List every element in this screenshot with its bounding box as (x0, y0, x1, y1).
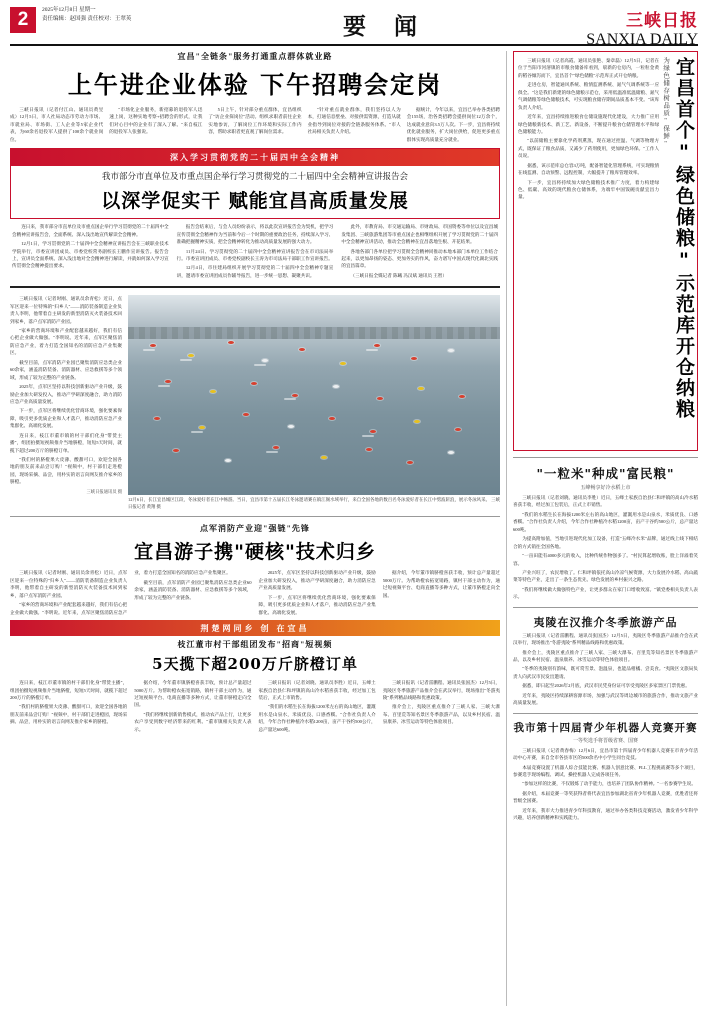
paragraph: 近年来，夷陵区持续深耕客源市场，加强与武汉等周边城市的旅游合作，推动文旅产业高质量发展。 (513, 692, 698, 706)
page-body (10, 51, 698, 1006)
paragraph: 11月24日、学习贯彻党的二十届四中全会精神宣讲报告会在市司法局举行。市委宣讲团成员、市委党校副校长王涛为市司法局干部职工作宣讲报告。 (176, 248, 334, 261)
rice-story (513, 464, 698, 601)
paragraph: 三峡日报讯（记者时刚、通讯员余青松）近日，点军区迎来一位特殊的"归乡人"——消防装备制造企业负责人李明，他带着自主研发的新型消防灭火装备技术回到家乡，落户点军消防产业园。 (10, 296, 122, 324)
divider (10, 516, 500, 517)
paragraph: 据悉，即日起至2026年2月底，武汉市民凭身份证可享受夷陵区多家景区门票优惠。 (522, 683, 690, 689)
publication-date: 2025年12月8日 星期一 (42, 7, 96, 13)
paragraph: 走进仓房，智能通风系统、粮情监测系统、氮气气调系统等一应俱全。"这是我们新建的绿色储粮示范仓，采用低温准低温储粮、氮气气调储粮等绿色储粮技术，可实现粮食储存期间品质基本不变。"该库负责人介绍。 (518, 82, 660, 110)
paper-logo-sub: SANXIA DAILY (586, 31, 698, 48)
paragraph: （三峡日报全媒记者 陈曦 冯汉斌 通讯员 王智） (350, 272, 447, 278)
divider (513, 713, 698, 714)
paragraph: "参加这样的比赛，不仅锻炼了动手能力，也培养了团队协作精神。"一名参赛学生说。 (522, 781, 696, 787)
paragraph: 本届竞赛设置了机器人综合技能比赛、机器人创意比赛、FLL工程挑战赛等多个项目，参赛选手现场编程、调试、操控机器人完成各项任务。 (513, 764, 698, 777)
paragraph: 三峡日报讯（记者雷鹏程、通讯员张国杰）12月5日，夷陵区冬季旅游产品推介会在武汉举行，现场推出"冬游夷陵"系列精品线路和优惠政策。 (382, 680, 500, 700)
lead-headline: 上午进企业体验 下午招聘会定岗 (67, 70, 443, 99)
paragraph: 据介绍，今年董市镇脐橙喜获丰收，预计总产量超过5000万斤。为帮助橙农拓宽销路，镇村干部主动作为，通过短视频平台、电商直播等多种方式，让董市脐橙走向全国。 (382, 570, 500, 598)
paragraph: 为提高附加值，当地引进现代化加工设备，打造"五峰冷水米"品牌，通过线上线下相结合的方式销往全国各地。 (513, 536, 698, 549)
editor-credits: 责任编辑：赵国强 责任校对：王翠英 (42, 16, 132, 23)
robot-contest-story (513, 720, 698, 822)
study-headline: 以深学促实干 赋能宜昌高质量发展 (101, 190, 409, 213)
study-subtitle: 我市部分市直单位及市重点国企举行学习贯彻党的二十届四中全会精神宣讲报告会 (101, 171, 408, 182)
paragraph: 下一步，点军区将继续优化营商环境，强化要素保障，吸引更多优质企业和人才落户，推动消防应急产业集群化、高端化发展。 (10, 408, 122, 429)
paragraph: 据悉，该示范库总仓容3万吨，配备智能化管理系统，可实现粮情在线监测、自动预警、远程控制，大幅提升了粮库管理效率。 (518, 162, 660, 176)
right-column (507, 51, 698, 1006)
paragraph: 12月1日，学习贯彻党的二十届四中全会精神宣讲报告会在三峡职业技术学院举行，市委宣讲团成员、市委党校常务副校长王鹏作宣讲报告。报告会上，宣讲员全面系统、深入浅出地对全会精神进行解读，并就如何深入学习宣传贯彻全会精神提出要求。 (12, 241, 169, 269)
masthead-meta (42, 6, 192, 25)
tech-body (10, 569, 500, 616)
paragraph: "一亩田能有4000多元的收入，比种传统作物强多了。"村民算起增收账，脸上洋溢着笑容。 (513, 553, 698, 566)
section-title: 要 闻 (342, 13, 427, 40)
paragraph: "冬季的夷陵别有韵味，既可赏雪景、泡温泉，也能品柑橘、尝美食。"夷陵区文旅局负责人向武汉市民发出邀请。 (513, 666, 698, 679)
rice-subtitle: 五峰畅享好冷水稻上市 (580, 486, 631, 491)
paragraph: 推介会上，夷陵区重点推介了三峡人家、三峡大瀑布、百里荒等知名景区冬季旅游产品，以及乡村民宿、温泉康养、冰雪运动等特色体验项目。 (382, 704, 500, 725)
paragraph: 12月4日，市住建局组织开展学习贯彻党的二十届四中全会精神专题宣讲，邀请市委宣讲团成员作辅导报告，进一步统一思想、凝聚共识。 (176, 265, 334, 278)
tourism-story (513, 614, 698, 707)
paragraph: "以前储粮主要靠化学药剂熏蒸，现在通过控温、气调等物理方式，既保证了粮食品质，又减少了药剂使用，更加绿色环保。"工作人员说。 (518, 138, 660, 159)
divider (513, 607, 698, 608)
robot-subtitle: 一等奖选手将晋级省赛、国赛 (572, 738, 638, 744)
photo-section (10, 295, 500, 510)
paragraph: 2025年，点军区坚持以科技创新驱动产业升级，鼓励企业加大研发投入，推动产学研深度融合，助力消防应急产业高质量发展。 (258, 570, 376, 591)
paragraph: 连日来，枝江市董市镇的村干部们化身"带货主播"，组团拍摄短视频推介当地脐橙，短短5天时间，就揽下超过200万斤的脐橙订单。 (10, 680, 128, 700)
grain-vertical-headline: 宜昌首个"绿色储粮"示范库开仓纳粮 (673, 57, 695, 420)
photo-credit: 三峡日报通讯员 摄 (86, 488, 122, 494)
masthead-logo-wrap (578, 6, 698, 49)
grain-boxed-story (513, 51, 698, 451)
paragraph: "我们村的脐橙果大皮薄、酸甜可口，欢迎全国各地的朋友前来品尝订购！"视频中，村干部们走进橙园，现场采摘、品尝，用朴实的语言向网友推介家乡的脐橙。 (10, 457, 122, 485)
paragraph: "我们的水稻生长在海拔1200米左右的高山地区，灌溉用水是山泉水，米质优良、口感香糯。"合作社负责人介绍，今年合作社种植冷水稻1200亩，亩产干谷约500公斤，总产量达600吨。 (258, 704, 376, 732)
orange-banner: 荆楚网同乡 创 在宜昌 (10, 620, 500, 636)
robot-headline: 我市第十四届青少年机器人竞赛开赛 (513, 721, 698, 734)
paragraph: 截至目前，点军消防产业园已聚集消防应急类企业60余家，涵盖消防装备、消防器材、应急救援等多个领域，形成了较为完整的产业链条。 (134, 579, 252, 600)
paragraph: 下一步，宜昌将持续加大绿色储粮技术推广力度，着力构建绿色、低碳、高效的现代粮食仓储体系，为端牢中国饭碗贡献宜昌力量。 (518, 179, 660, 200)
left-columns (10, 51, 507, 1006)
paragraph: 近年来，我市大力推进青少年科技教育，通过举办各类科技竞赛活动，激发青少年科学兴趣，培养创新精神和实践能力。 (513, 807, 698, 821)
paragraph: "我们村的脐橙果大皮薄、酸甜可口，欢迎全国各地的朋友前来品尝订购！"视频中，村干部们走进橙园，现场采摘、品尝，用朴实的语言向网友推介家乡的脐橙。 (10, 704, 128, 725)
paper-logo: 三峡日报 (626, 11, 698, 31)
divider (513, 457, 698, 458)
study-banner-block (10, 148, 500, 219)
paragraph: "家乡的营商环境和产业配套越来越好，我们有信心把企业做大做强。"李明说。近年来，点军区聚焦消防应急产业，着力打造全国知名的消防应急产业集聚区。 (10, 328, 122, 356)
paragraph: 三峡日报讯（记者高霞、通讯员张艳、秦章磊）12月5日，记者在位于当阳市河溶镇的市粮食储备库看到，崭新的仓房内，一粒粒金黄的稻谷倾泻而下，宜昌首个"绿色储粮"示范库正式开仓纳粮。 (518, 58, 660, 78)
swimming-photo (128, 295, 500, 495)
swimmers-group (128, 331, 500, 495)
paragraph: 截至目前，点军消防产业园已聚集消防应急类企业60余家，涵盖消防装备、消防器材、应急救援等多个领域，形成了较为完整的产业链条。 (10, 359, 122, 380)
paragraph: 此外，市教育局、市交通运输局、市财政局、市国资委等单位以及宜昌城发集团、三峡旅游集团等市重点国企也相继组织开展了学习贯彻党的二十届四中全会精神宣讲活动，推动全会精神在宜昌落地生根、开花结果。 (341, 224, 498, 245)
paragraph: 三峡日报讯（记者雷鹏程、通讯员张国杰）12月5日，夷陵区冬季旅游产品推介会在武汉举行，现场推出"冬游夷陵"系列精品线路和优惠政策。 (513, 632, 698, 646)
paragraph: "市场化企业服务，新招募的退役军人迅速上岗，这种实地考察+招聘会的形式，让我们对心目中的企业有了深入了解。"来自枝江的退役军人张强说。 (109, 107, 203, 135)
paragraph: 2025年，点军区坚持以科技创新驱动产业升级，鼓励企业加大研发投入，推动产学研深度融合，助力消防应急产业高质量发展。 (10, 384, 122, 404)
paragraph: 报告会结束后，与会人员纷纷表示，将以此次宣讲报告会为契机，把学习宣传贯彻全会精神作为当前和今后一个时期的重要政治任务，持续深入学习、准确把握精神实质，把全会精神转化为推动高质量发展的强大动力。 (176, 224, 334, 245)
paragraph: 三峡日报讯（记者刘晓、通讯员李胜）近日，五峰土家族自治县仁和坪镇的高山冷水稻喜获丰收，经过加工包装后，正式上市销售。 (258, 680, 376, 700)
divider (10, 286, 500, 288)
robot-body (513, 747, 698, 822)
lead-body (10, 106, 500, 143)
orange-body (10, 679, 500, 733)
study-body (10, 223, 500, 279)
paragraph: 产业兴旺了，农民增收了。仁和坪镇依托高山冷凉气候资源，大力发展冷水稻、高山蔬菜等特色产业，走出了一条生态优先、绿色发展的乡村振兴之路。 (513, 569, 698, 583)
side-column-text (10, 295, 122, 510)
paragraph: 连日来，枝江市董市镇的村干部们化身"带货主播"，组团拍摄短视频推介当地脐橙，短短5天时间，就揽下超过200万斤的脐橙订单。 (10, 432, 122, 453)
orange-headline: 5天揽下超200万斤脐橙订单 (152, 655, 358, 674)
tech-return-story (10, 523, 500, 616)
tech-headline: 宜昌游子携"硬核"技术归乡 (134, 541, 376, 564)
study-red-banner: 深入学习贯彻党的二十届四中全会精神 (11, 149, 499, 166)
page-number: 2 (10, 7, 36, 33)
paragraph: "我们将继续创新销售模式，推动农产品上行，让更多农户享受到数字经济带来的红利。"董市镇相关负责人表示。 (134, 711, 252, 732)
rice-headline: "一粒米"种成"富民粮" (536, 466, 675, 481)
paragraph: "我们将继续做大做强特色产业，让更多群众在家门口增收致富。"镇党委相关负责人表示。 (513, 586, 698, 600)
paragraph: 连日来，我市部分市直单位及市重点国企举行学习贯彻党的二十届四中全会精神宣讲报告会，全面系统、深入浅出地宣传解读全会精神。 (12, 224, 169, 237)
paragraph: "家乡的营商环境和产业配套越来越好，我们有信心把企业做大做强。"李明说。近年来，点军区聚焦消防应急产业，着力打造全国知名的消防应急产业集聚区。 (10, 570, 231, 615)
paragraph: 三峡日报讯（记者黄春梅）12月6日，宜昌市第十四届青少年机器人竞赛在市青少年活动中心开赛，来自全市各县市区的500余名中小学生同台竞技。 (513, 747, 698, 761)
grain-body (518, 57, 659, 445)
photo-block (128, 295, 500, 510)
photo-caption: 12月6日，长江宜昌城区江段，冬泳爱好者在江中畅游。当日，宜昌市第十五届长江冬泳邀请赛在镇江阁水域举行，来自全国各地的数百名冬泳爱好者在长江中劈波斩浪，展示冬泳风采。 三峡日报记者 黄翔 摄 (128, 497, 500, 509)
paragraph: 据统计，今年以来，宜昌已举办各类招聘会155场，治各类招聘会提供岗位12万余个，达成就业意向3.5万人次。下一步，宜昌将持续优化就业服务，扩大岗位供给，促进更多重点群体实现高质量充分就业。 (406, 107, 500, 142)
paragraph: "针对重点就业群体，我们坚持以人为本，打通信息壁垒、对接供需资源，打造从就业指导到岗位对接的全链条服务体系。"市人社局相关负责人介绍。 (307, 107, 401, 135)
masthead (10, 6, 698, 46)
paragraph: "我们的水稻生长在海拔1200米左右的高山地区，灌溉用水是山泉水，米质优良、口感香糯。"合作社负责人介绍，今年合作社种植冷水稻1200亩，亩产干谷约500公斤，总产量达600吨。 (513, 511, 698, 532)
rice-body (513, 494, 698, 601)
tourism-body (513, 632, 698, 707)
paragraph: 三峡日报讯（记者付江山、通讯员黄昱成）12月5日，市人社局动态市劳动力市场、市就业局、市场街、工人企业等5家企业代表，为60余名退役军人提供了100余个就业岗位。 (10, 107, 104, 142)
tech-kicker: 点军消防产业迎"强链"先锋 (200, 524, 310, 534)
paragraph: 下一步，点军区将继续优化营商环境，强化要素保障，吸引更多优质企业和人才落户，推动消防应急产业集群化、高端化发展。 (258, 594, 376, 615)
paragraph: 据介绍，本届竞赛一等奖获得者将代表宜昌参加湖北省青少年机器人竞赛，优胜者还将晋级全国赛。 (513, 790, 698, 804)
orange-story (10, 639, 500, 733)
section-title-wrap (192, 6, 578, 41)
paragraph: 三峡日报讯（记者时刚、通讯员余青松）近日，点军区迎来一位特殊的"归乡人"——消防装备制造企业负责人李明，他带着自主研发的新型消防灭火装备技术回到家乡，落户点军消防产业园。 (10, 570, 128, 598)
orange-kicker: 枝江董市村干部组团发布"招商"短视频 (177, 640, 333, 650)
grain-vertical-kicker: 为绿色储存树品质"保鲜" (662, 57, 670, 148)
tourism-headline: 夷陵在汉推介冬季旅游产品 (533, 615, 678, 629)
lead-story (10, 51, 500, 143)
river-illustration (128, 295, 500, 495)
paragraph: 推介会上，夷陵区重点推介了三峡人家、三峡大瀑布、百里荒等知名景区冬季旅游产品，以及乡村民宿、温泉康养、冰雪运动等特色体验项目。 (513, 649, 698, 662)
paragraph: 据介绍，今年董市镇脐橙喜获丰收，预计总产量超过5000万斤。为帮助橙农拓宽销路，镇村干部主动作为，通过短视频平台、电商直播等多种方式，让董市脐橙走向全国。 (134, 680, 252, 708)
lead-kicker: 宜昌"全链条"服务打通重点群体就业路 (177, 52, 333, 61)
paragraph: 5日上午，针对部分重点群体，宜昌组织了"访企业探岗位"活动。组织求职者前往企业实地参访，了解岗位工作环境和实际工作内容，帮助求职者更直观了解岗位需求。 (208, 107, 302, 135)
paragraph: 近年来，宜昌持续推进粮食仓储设施现代化建设，大力推广应用绿色储粮新技术、新工艺、新设备，不断提升粮食仓储管理水平和绿色储粮能力。 (518, 114, 660, 134)
paragraph: 各地各部门各单位把学习贯彻全会精神同推动本地本部门本单位工作结合起来，以更加昂扬的姿态、更加务实的作风，奋力谱写中国式现代化湖北实践的宜昌篇章。 (341, 248, 498, 269)
paragraph: 三峡日报讯（记者刘晓、通讯员李胜）近日，五峰土家族自治县仁和坪镇的高山冷水稻喜获丰收，经过加工包装后，正式上市销售。 (513, 495, 698, 508)
